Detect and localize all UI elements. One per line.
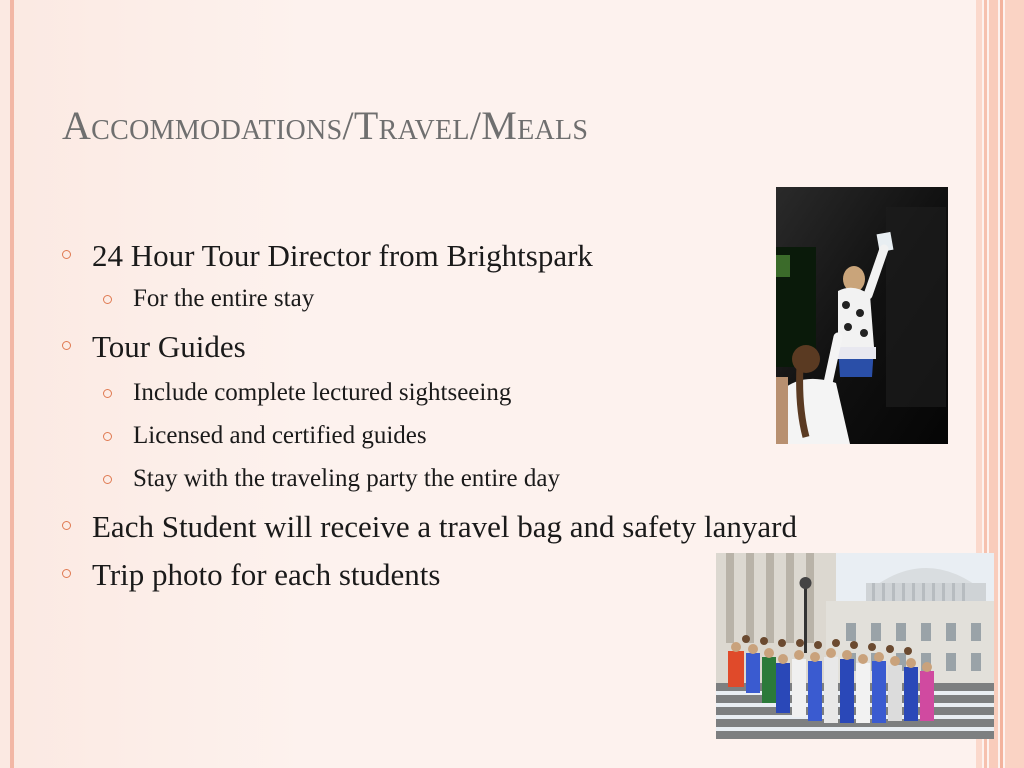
- sub-bullet-text: Include complete lectured sightseeing: [133, 379, 512, 406]
- photo-icon: [776, 187, 948, 444]
- sub-bullet-text: Stay with the traveling party the entire day: [133, 465, 560, 492]
- bullet-circle-icon: [62, 250, 71, 259]
- memorial-wall-photo: [776, 187, 948, 444]
- photo-icon: [716, 553, 994, 739]
- bullet-item: [58, 327, 878, 367]
- sub-bullet-item: [58, 282, 878, 316]
- sub-bullet-text: Licensed and certified guides: [133, 422, 427, 449]
- bullet-text: Tour Guides: [92, 329, 246, 364]
- bullet-circle-icon: [62, 569, 71, 578]
- sub-bullet-item: [58, 462, 878, 496]
- bullet-item: [58, 507, 882, 547]
- left-accent-stripe: [10, 0, 14, 768]
- bullet-circle-icon: [103, 389, 112, 398]
- bullet-text: Each Student will receive a travel bag and safety lanyard: [92, 509, 797, 544]
- slide-title: Accommodations/Travel/Meals: [62, 103, 589, 148]
- bullet-circle-icon: [62, 341, 71, 350]
- bullet-list: [58, 236, 878, 595]
- bullet-circle-icon: [62, 521, 71, 530]
- bullet-text: Trip photo for each students: [92, 557, 441, 592]
- bullet-text: 24 Hour Tour Director from Brightspark: [92, 238, 593, 273]
- bullet-circle-icon: [103, 475, 112, 484]
- bullet-circle-icon: [103, 432, 112, 441]
- capitol-group-photo: [716, 553, 994, 739]
- bullet-item: [58, 236, 878, 276]
- sub-bullet-text: For the entire stay: [133, 285, 315, 312]
- sub-bullet-item: [58, 419, 878, 453]
- sub-bullet-item: [58, 376, 878, 410]
- bullet-circle-icon: [103, 295, 112, 304]
